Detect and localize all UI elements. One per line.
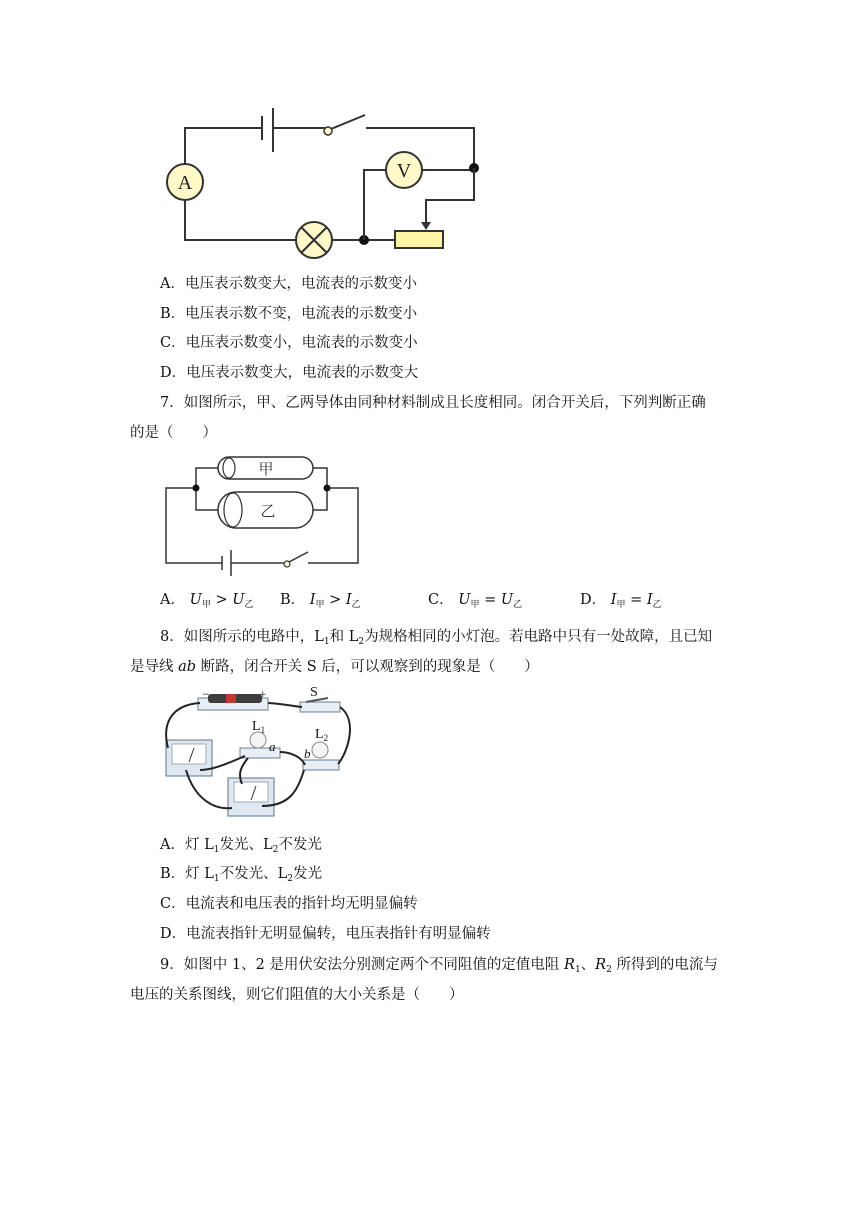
q7-option-b: B． $I_甲 > I_乙$ xyxy=(280,592,361,610)
q6-option-d: D．电压表示数变大，电流表的示数变大 xyxy=(160,365,419,381)
circuit-diagram-q7 xyxy=(160,450,370,575)
q7-option-d: D． $I_甲 = I_乙$ xyxy=(580,592,662,610)
q8-option-b: B．灯 $L_1$不发光、$L_2$发光 xyxy=(160,866,323,884)
lamp2-label: $L_2$ xyxy=(315,727,329,743)
rheostat xyxy=(395,231,443,248)
q8-option-d: D．电流表指针无明显偏转，电压表指针有明显偏转 xyxy=(160,926,491,942)
q7-stem-line1: 7．如图所示，甲、乙两导体由同种材料制成且长度相同。闭合开关后，下列判断正确 xyxy=(160,395,706,411)
svg-text:+: + xyxy=(259,690,267,700)
q8-stem-line2: 是导线 ab 断路，闭合开关 S 后，可以观察到的现象是（ ） xyxy=(130,659,539,675)
q9-stem-line2: 电压的关系图线，则它们阻值的大小关系是（ ） xyxy=(130,987,464,1003)
q6-option-b: B．电压表示数不变，电流表的示数变小 xyxy=(160,306,418,322)
voltmeter-label: V xyxy=(396,160,412,182)
q7-option-c: C． $U_甲 = U_乙$ xyxy=(428,592,523,610)
conductor-yi-label: 乙 xyxy=(260,502,276,520)
q9-stem-line1: 9．如图中 1、2 是用伏安法分别测定两个不同阻值的定值电阻 $R_1$、$R_2$ 所得到的电流与 xyxy=(160,957,718,975)
circuit-photo-q8 xyxy=(158,682,368,824)
q8-stem-line1: 8．如图所示的电路中，$L_1$和 $L_2$为规格相同的小灯泡。若电路中只有一处故障，且已知 xyxy=(160,629,713,647)
lamp1-label: $L_1$ xyxy=(252,719,266,735)
circuit-diagram-q6 xyxy=(150,105,500,255)
q8-option-c: C．电流表和电压表的指针均无明显偏转 xyxy=(160,896,418,912)
point-b-label: b xyxy=(304,746,311,761)
q6-option-a: A．电压表示数变大，电流表的示数变小 xyxy=(160,276,417,292)
ammeter-label: A xyxy=(177,172,193,194)
q7-stem-line2: 的是（ ） xyxy=(130,425,217,441)
switch-label: S xyxy=(310,685,318,700)
conductor-jia-label: 甲 xyxy=(258,460,274,478)
q8-option-a: A．灯 $L_1$发光、$L_2$不发光 xyxy=(160,837,322,855)
point-a-label: a xyxy=(269,739,276,754)
q6-option-c: C．电压表示数变小，电流表的示数变小 xyxy=(160,335,418,351)
q7-option-a: A． $U_甲 > U_乙$ xyxy=(160,592,254,610)
svg-text:−: − xyxy=(202,690,210,700)
